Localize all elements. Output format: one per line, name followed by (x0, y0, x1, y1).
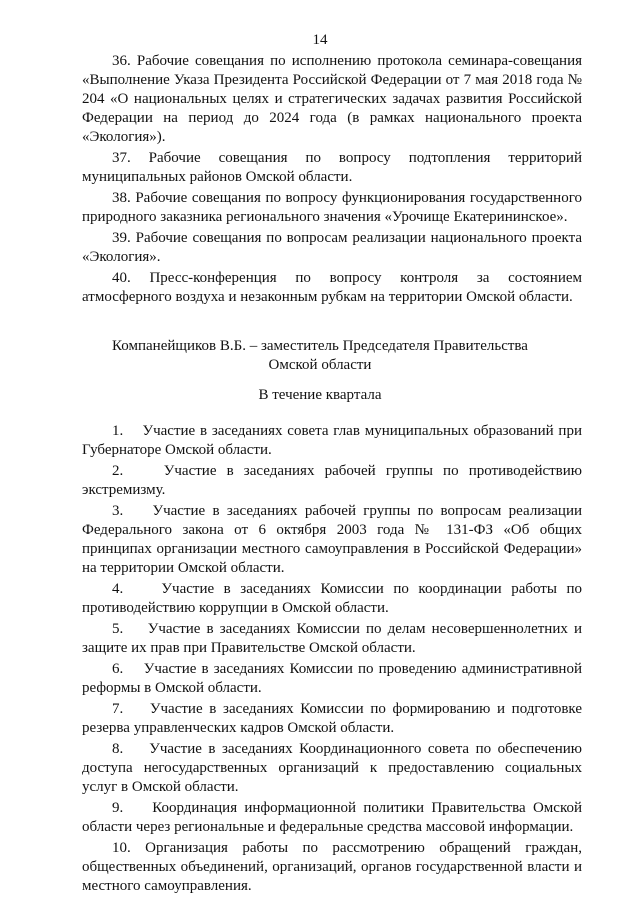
list-item: 36. Рабочие совещания по исполнению протокола семинара-совещания «Выполнение Указа Президента Российской Федерации от 7 мая 2018 года № 204 «О национальных целях и стратегических задачах развития Российской Федерации на период до 2024 года (в рамках национального проекта «Экология»). (82, 53, 582, 145)
list-item: 8. Участие в заседаниях Координационного совета по обеспечению доступа негосударственных организаций к предоставлению социальных услуг в Омской области. (82, 741, 582, 795)
events-list-1 (82, 52, 582, 309)
list-item: 1. Участие в заседаниях совета глав муниципальных образований при Губернаторе Омской области. (82, 423, 582, 458)
page-number: 14 (312, 32, 328, 48)
events-list-2 (82, 422, 582, 898)
list-item: 4. Участие в заседаниях Комиссии по координации работы по противодействию коррупции в Омской области. (82, 581, 582, 616)
list-item: 7. Участие в заседаниях Комиссии по формированию и подготовке резерва управленческих кадров Омской области. (82, 701, 582, 736)
list-item: 2. Участие в заседаниях рабочей группы по противодействию экстремизму. (82, 463, 582, 498)
period-heading: В течение квартала (258, 387, 382, 403)
list-item: 3. Участие в заседаниях рабочей группы по вопросам реализации Федерального закона от 6 октября 2003 года № 131-ФЗ «Об общих принципах организации местного самоуправления в Российской Федерации» на территории Омской области. (82, 503, 582, 576)
list-item: 38. Рабочие совещания по вопросу функционирования государственного природного заказника регионального значения «Урочище Екатерининское». (82, 190, 582, 225)
list-item: 9. Координация информационной политики Правительства Омской области через региональные и федеральные средства массовой информации. (82, 800, 582, 835)
list-item: 6. Участие в заседаниях Комиссии по проведению административной реформы в Омской области. (82, 661, 582, 696)
list-item: 39. Рабочие совещания по вопросам реализации национального проекта «Экология». (82, 230, 582, 265)
official-heading (60, 337, 580, 375)
list-item: 10. Организация работы по рассмотрению обращений граждан, общественных объединений, организаций, органов государственной власти и местного самоуправления. (82, 840, 582, 894)
list-item: 40. Пресс-конференция по вопросу контроля за состоянием атмосферного воздуха и незаконным рубкам на территории Омской области. (82, 270, 582, 305)
official-title-line2: Омской области (268, 357, 372, 373)
list-item: 37. Рабочие совещания по вопросу подтопления территорий муниципальных районов Омской области. (82, 150, 582, 185)
list-item: 5. Участие в заседаниях Комиссии по делам несовершеннолетних и защите их прав при Правительстве Омской области. (82, 621, 582, 656)
official-title-line1: Компанейщиков В.Б. – заместитель Председателя Правительства (112, 338, 528, 354)
